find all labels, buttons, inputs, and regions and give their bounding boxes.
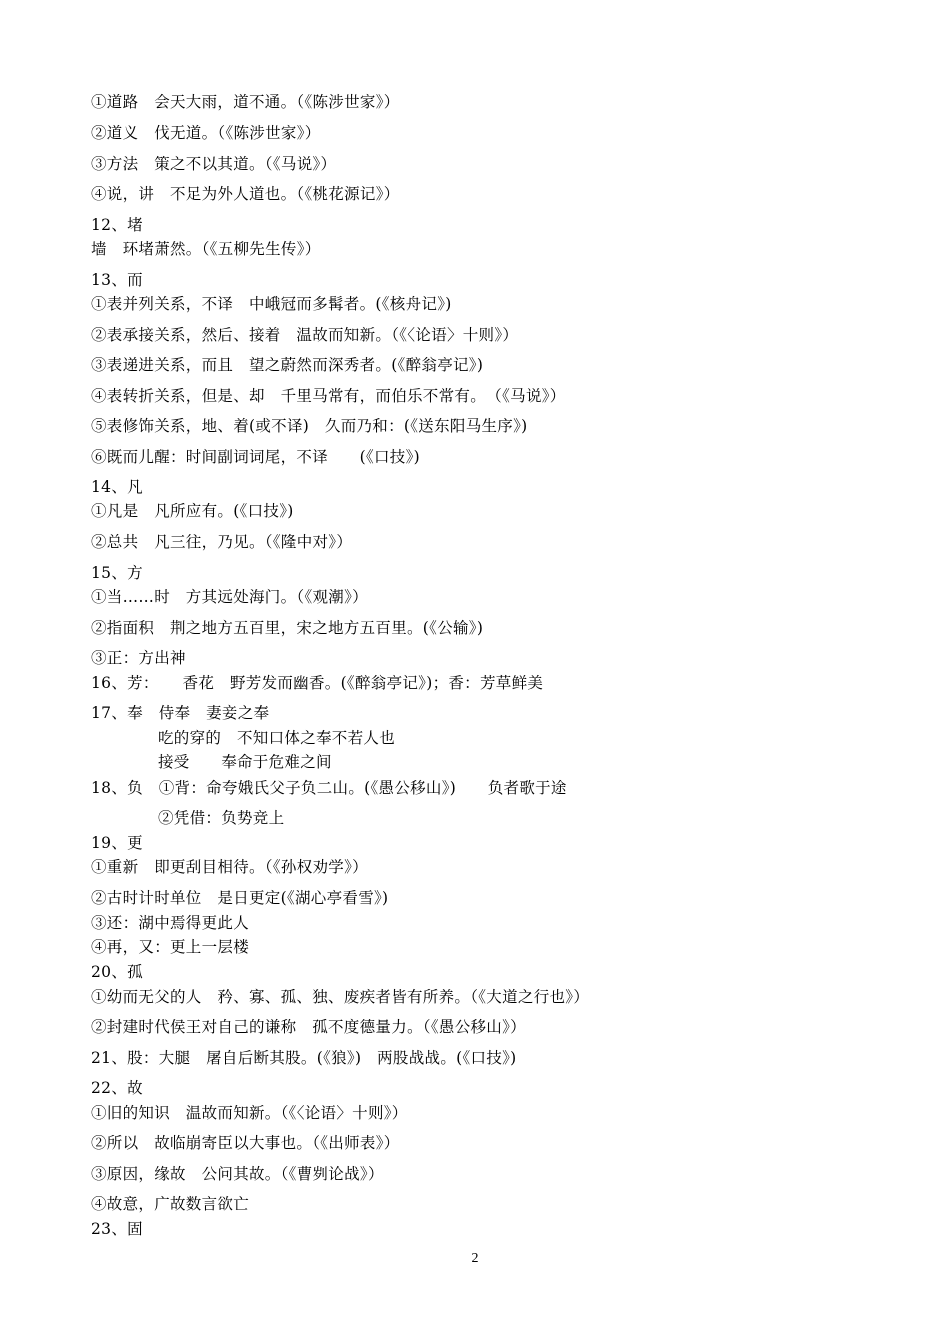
text-line: ②总共 凡三往，乃见。（《隆中对》）: [91, 533, 353, 551]
text-line: ⑥既而儿醒：时间副词词尾，不译 (《口技》): [91, 448, 420, 466]
entry-heading: 12、堵: [91, 216, 143, 234]
text-line: ④故意，广故数言欲亡: [91, 1195, 250, 1213]
text-line: ③正：方出神: [91, 649, 186, 667]
entry-heading: 17、奉 侍奉 妻妾之奉: [91, 704, 270, 722]
text-line: ③表递进关系，而且 望之蔚然而深秀者。(《醉翁亭记》): [91, 356, 484, 374]
text-line: ②凭借：负势竞上: [158, 809, 285, 827]
page-number: 2: [471, 1251, 479, 1266]
text-line: ③方法 策之不以其道。（《马说》）: [91, 155, 337, 173]
entry-heading: 15、方: [91, 564, 143, 582]
text-line: ②指面积 荆之地方五百里，宋之地方五百里。(《公输》): [91, 619, 484, 637]
text-line: ③还：湖中焉得更此人: [91, 914, 250, 932]
text-line: ①当……时 方其远处海门。（《观潮》）: [91, 588, 368, 606]
text-line: ①凡是 凡所应有。(《口技》): [91, 502, 294, 520]
text-line: ①重新 即更刮目相待。（《孙权劝学》）: [91, 858, 368, 876]
entry-heading: 19、更: [91, 834, 143, 852]
entry-heading: 14、凡: [91, 478, 143, 496]
entry-heading: 13、而: [91, 271, 143, 289]
text-line: 吃的穿的 不知口体之奉不若人也: [158, 729, 396, 747]
text-line: ③原因，缘故 公问其故。（《曹刿论战》）: [91, 1165, 384, 1183]
text-line: 墙 环堵萧然。（《五柳先生传》）: [91, 240, 321, 258]
text-line: ②古时计时单位 是日更定(《湖心亭看雪》): [91, 889, 389, 907]
text-line: ④再，又：更上一层楼: [91, 938, 250, 956]
entry-heading: 23、固: [91, 1220, 143, 1238]
text-line: 21、股：大腿 屠自后断其股。(《狼》) 两股战战。(《口技》): [91, 1049, 517, 1067]
text-line: 接受 奉命于危难之间: [158, 753, 332, 771]
entry-heading: 20、孤: [91, 963, 143, 981]
text-line: ②所以 故临崩寄臣以大事也。（《出师表》）: [91, 1134, 400, 1152]
text-line: ②封建时代侯王对自己的谦称 孤不度德量力。（《愚公移山》）: [91, 1018, 526, 1036]
text-line: ④说，讲 不足为外人道也。（《桃花源记》）: [91, 185, 400, 203]
text-line: ①幼而无父的人 矜、寡、孤、独、废疾者皆有所养。（《大道之行也》）: [91, 988, 590, 1006]
text-line: ①旧的知识 温故而知新。（《〈论语〉十则》）: [91, 1104, 408, 1122]
text-line: ⑤表修饰关系，地、着(或不译) 久而乃和：(《送东阳马生序》): [91, 417, 528, 435]
text-line: ②道义 伐无道。（《陈涉世家》）: [91, 124, 321, 142]
text-line: 16、芳： 香花 野芳发而幽香。(《醉翁亭记》)；香：芳草鲜美: [91, 674, 544, 692]
text-line: ②表承接关系，然后、接着 温故而知新。（《〈论语〉十则》）: [91, 326, 519, 344]
text-line: 18、负 ①背：命夸娥氏父子负二山。(《愚公移山》) 负者歌于途: [91, 779, 567, 797]
text-line: ④表转折关系，但是、却 千里马常有，而伯乐不常有。 （《马说》）: [91, 387, 566, 405]
entry-heading: 22、故: [91, 1079, 143, 1097]
text-line: ①道路 会天大雨，道不通。（《陈涉世家》）: [91, 93, 400, 111]
text-line: ①表并列关系，不译 中峨冠而多髯者。(《核舟记》): [91, 295, 452, 313]
